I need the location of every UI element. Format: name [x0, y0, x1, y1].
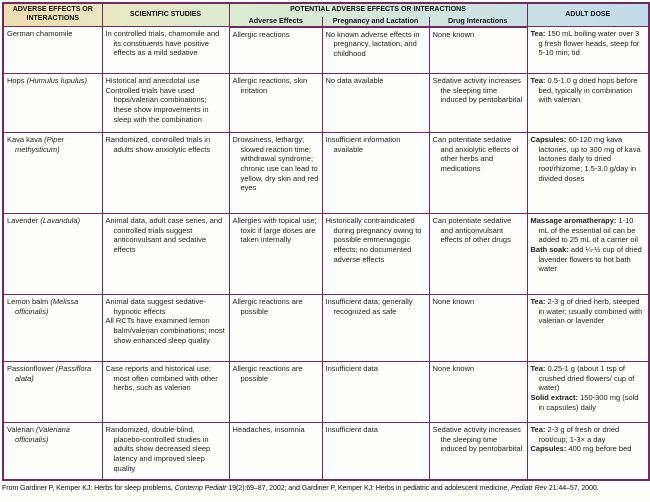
drug-interactions-cell: Can potentiate sedative and anticonvulsant effects of other drugs [429, 214, 527, 295]
adverse-effects-cell: Allergies with topical use; toxic if large doses are taken internally [229, 214, 322, 295]
table-row [3, 362, 649, 423]
subheader-pregnancy-and-lactation: Pregnancy and Lactation [322, 15, 429, 27]
table-row [3, 27, 649, 74]
herb-name-cell: Passionflower (Passiflora alata) [3, 362, 102, 423]
scientific-studies-cell: Case reports and historical use; most often combined with other herbs, such as valerian [102, 362, 229, 423]
scientific-studies-cell: Randomized, controlled trials in adults show anxiolytic effects [102, 133, 229, 214]
herb-name-cell: Hops (Humulus lupulus) [3, 74, 102, 133]
adverse-effects-cell: Headaches, insomnia [229, 423, 322, 480]
adverse-effects-cell: Drowsiness, lethargy; slowed reaction time; withdrawal syndrome; chronic use can lead to yellow, dry skin and red eyes [229, 133, 322, 214]
scientific-studies-cell: Historical and anecdotal use Controlled trials have used hops/valerian combinations; these show improvements in sleep with the combination [102, 74, 229, 133]
source-citation: From Gardiner P, Kemper KJ: Herbs for sleep problems, Contemp Pediatr 19(2):69–87, 2002; and Gardiner P, Kemper KJ: Herbs in pediatric and adolescent medicine, Pediatr Rev 21:44–57, 2000. [2, 483, 599, 492]
header-potential-adverse-effects-group: POTENTIAL ADVERSE EFFECTS OR INTERACTIONS [229, 3, 527, 15]
page [0, 2, 650, 502]
herb-name-cell: Valerian (Valeriana officinalis) [3, 423, 102, 480]
subheader-adverse-effects: Adverse Effects [229, 15, 322, 27]
header-adult-dose: ADULT DOSE [527, 3, 649, 27]
herbal-sleep-remedies-table [2, 2, 650, 481]
pregnancy-lactation-cell: Historically contraindicated during pregnancy owing to possible emmenagogic effects; no documented adverse effects [322, 214, 429, 295]
table-row [3, 214, 649, 295]
adult-dose-cell: Tea: 0.25-1 g (about 1 tsp of crushed dried flowers/ cup of water) Solid extract: 150-300 mg (sold in capsules) daily [527, 362, 649, 423]
adult-dose-cell: Capsules: 60-120 mg kava lactones, up to 300 mg of kava lactones daily to dried root/rhizome; 1.5-3.0 g/day in divided doses [527, 133, 649, 214]
adult-dose-cell: Tea: 0.5-1.0 g dried hops before bed, typically in combination with valerian [527, 74, 649, 133]
pregnancy-lactation-cell: Insufficient data [322, 362, 429, 423]
pregnancy-lactation-cell: No data available [322, 74, 429, 133]
pregnancy-lactation-cell: No known adverse effects in pregnancy, lactation, and childhood [322, 27, 429, 74]
subheader-drug-interactions: Drug Interactions [429, 15, 527, 27]
scientific-studies-cell: In controlled trials, chamomile and its constituents have positive effects as a mild sedative [102, 27, 229, 74]
adverse-effects-cell: Allergic reactions [229, 27, 322, 74]
header-adverse-effects-or-interactions: ADVERSE EFFECTS OR INTERACTIONS [3, 3, 102, 27]
herb-name-cell: Lavender (Lavandula) [3, 214, 102, 295]
herb-name-cell: Kava kava (Piper methysticum) [3, 133, 102, 214]
pregnancy-lactation-cell: Insufficient information available [322, 133, 429, 214]
drug-interactions-cell: None known [429, 295, 527, 362]
adult-dose-cell: Massage aromatherapy: 1-10 mL of the essential oil can be added to 25 mL of a carrier oil Bath soak: add ¼-½ cup of dried lavender flowers to hot bath water [527, 214, 649, 295]
table-row [3, 133, 649, 214]
table-row [3, 423, 649, 480]
scientific-studies-cell: Randomized, double-blind, placebo-controlled studies in adults show decreased sleep latency and improved sleep quality [102, 423, 229, 480]
adult-dose-cell: Tea: 2-3 g of fresh or dried root/cup; 1-3× a day Capsules: 400 mg before bed [527, 423, 649, 480]
adverse-effects-cell: Allergic reactions are possible [229, 362, 322, 423]
header-scientific-studies: SCIENTIFIC STUDIES [102, 3, 229, 27]
drug-interactions-cell: Can potentiate sedative and anxiolytic effects of other herbs and medications [429, 133, 527, 214]
herb-name-cell: German chamomile [3, 27, 102, 74]
scientific-studies-cell: Animal data suggest sedative-hypnotic effects All RCTs have examined lemon balm/valerian combinations; most show enhanced sleep quality [102, 295, 229, 362]
pregnancy-lactation-cell: Insufficient data [322, 423, 429, 480]
drug-interactions-cell: Sedative activity increases the sleeping time induced by pentobarbital [429, 74, 527, 133]
table-row [3, 295, 649, 362]
table-header [3, 3, 649, 27]
pregnancy-lactation-cell: Insufficient data; generally recognized as safe [322, 295, 429, 362]
drug-interactions-cell: Sedative activity increases the sleeping time induced by pentobarbital [429, 423, 527, 480]
scientific-studies-cell: Animal data, adult case series, and controlled trials suggest anticonvulsant and sedative effects [102, 214, 229, 295]
drug-interactions-cell: None known [429, 27, 527, 74]
table-body [3, 27, 649, 480]
herb-name-cell: Lemon balm (Melissa officinalis) [3, 295, 102, 362]
drug-interactions-cell: None known [429, 362, 527, 423]
adult-dose-cell: Tea: 150 mL boiling water over 3 g fresh flower heads, steep for 5-10 min; tid [527, 27, 649, 74]
table-row [3, 74, 649, 133]
adult-dose-cell: Tea: 2-3 g of dried herb, steeped in water; usually combined with valerian or lavender [527, 295, 649, 362]
adverse-effects-cell: Allergic reactions, skin irritation [229, 74, 322, 133]
adverse-effects-cell: Allergic reactions are possible [229, 295, 322, 362]
